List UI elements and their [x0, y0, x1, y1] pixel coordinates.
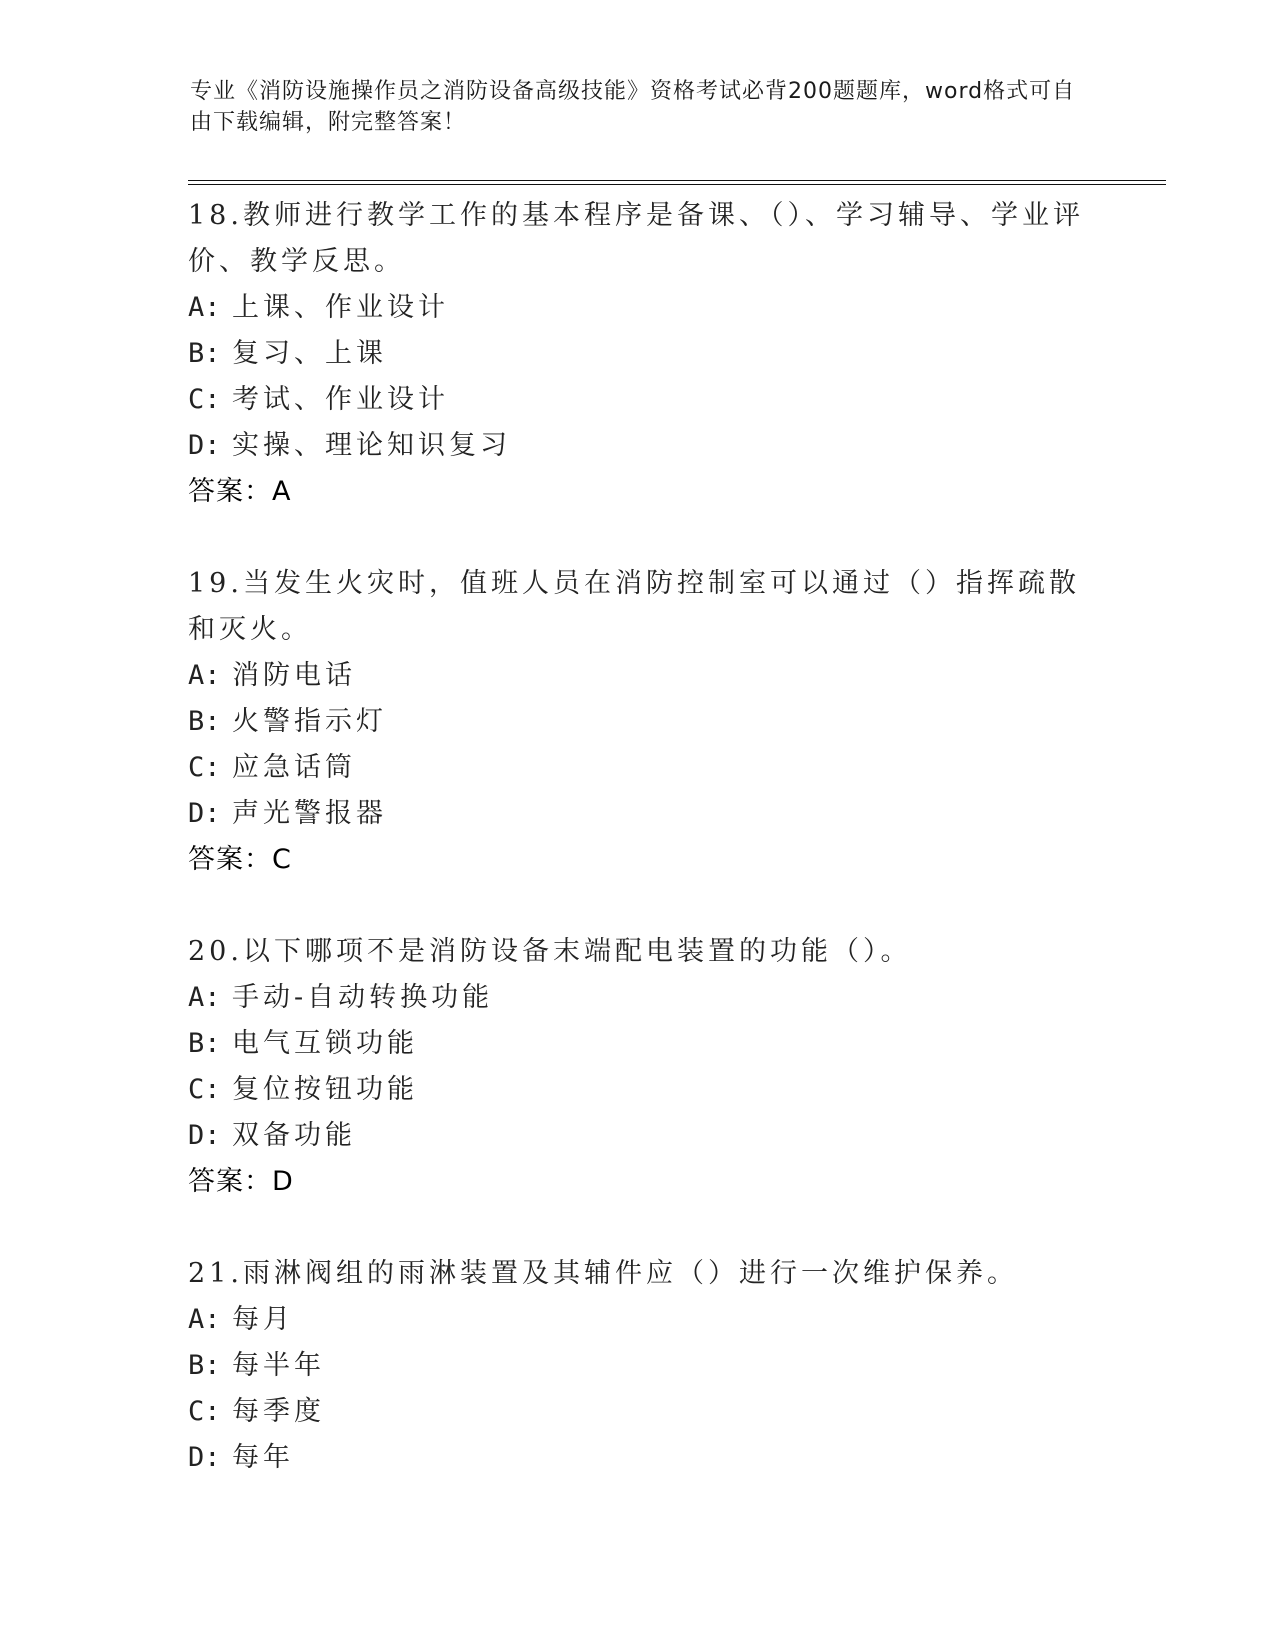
header-divider [188, 180, 1166, 185]
option-c [188, 745, 1088, 791]
option-text: 火警指示灯 [232, 706, 387, 737]
option-letter: A: [188, 982, 221, 1013]
option-text: 实操、理论知识复习 [232, 430, 511, 461]
option-c [188, 1389, 1088, 1435]
option-b [188, 331, 1088, 377]
option-text: 上课、作业设计 [232, 292, 449, 323]
option-d [188, 791, 1088, 837]
option-a [188, 653, 1088, 699]
option-c [188, 377, 1088, 423]
option-letter: A: [188, 1304, 221, 1335]
option-letter: B: [188, 706, 221, 737]
option-letter: B: [188, 338, 221, 369]
option-letter: D: [188, 1442, 221, 1473]
question-21 [188, 1251, 1088, 1481]
option-letter: D: [188, 430, 221, 461]
option-letter: A: [188, 660, 221, 691]
option-a [188, 285, 1088, 331]
answer-label: 答案：A [188, 476, 292, 507]
question-text: 18.教师进行教学工作的基本程序是备课、（）、学习辅导、学业评价、教学反思。 [188, 200, 1084, 277]
option-text: 消防电话 [232, 660, 356, 691]
document-header: 专业《消防设施操作员之消防设备高级技能》资格考试必背200题题库，word格式可自由下载编辑，附完整答案！ [190, 79, 1076, 135]
option-text: 考试、作业设计 [232, 384, 449, 415]
question-20 [188, 929, 1088, 1205]
option-text: 双备功能 [232, 1120, 356, 1151]
answer-label: 答案：C [188, 844, 292, 875]
question-19 [188, 561, 1088, 883]
option-c [188, 1067, 1088, 1113]
option-letter: A: [188, 292, 221, 323]
option-text: 每月 [232, 1304, 294, 1335]
option-a [188, 975, 1088, 1021]
option-text: 应急话筒 [232, 752, 356, 783]
option-letter: C: [188, 384, 221, 415]
option-text: 每季度 [232, 1396, 325, 1427]
option-a [188, 1297, 1088, 1343]
option-d [188, 423, 1088, 469]
option-b [188, 699, 1088, 745]
option-letter: C: [188, 1074, 221, 1105]
option-text: 复习、上课 [232, 338, 387, 369]
option-text: 每年 [232, 1442, 294, 1473]
question-text: 19.当发生火灾时，值班人员在消防控制室可以通过（）指挥疏散和灭火。 [188, 568, 1080, 645]
question-list [188, 193, 1088, 1527]
question-text: 21.雨淋阀组的雨淋装置及其辅件应（）进行一次维护保养。 [188, 1258, 1018, 1289]
option-b [188, 1021, 1088, 1067]
option-text: 手动-自动转换功能 [232, 982, 494, 1013]
question-text: 20.以下哪项不是消防设备末端配电装置的功能（）。 [188, 936, 912, 967]
option-letter: C: [188, 1396, 221, 1427]
option-d [188, 1435, 1088, 1481]
question-18 [188, 193, 1088, 515]
option-letter: B: [188, 1350, 221, 1381]
option-text: 电气互锁功能 [232, 1028, 418, 1059]
option-text: 声光警报器 [232, 798, 387, 829]
answer-label: 答案：D [188, 1166, 294, 1197]
option-text: 每半年 [232, 1350, 325, 1381]
option-b [188, 1343, 1088, 1389]
option-letter: B: [188, 1028, 221, 1059]
option-letter: D: [188, 1120, 221, 1151]
option-text: 复位按钮功能 [232, 1074, 418, 1105]
option-d [188, 1113, 1088, 1159]
option-letter: D: [188, 798, 221, 829]
option-letter: C: [188, 752, 221, 783]
